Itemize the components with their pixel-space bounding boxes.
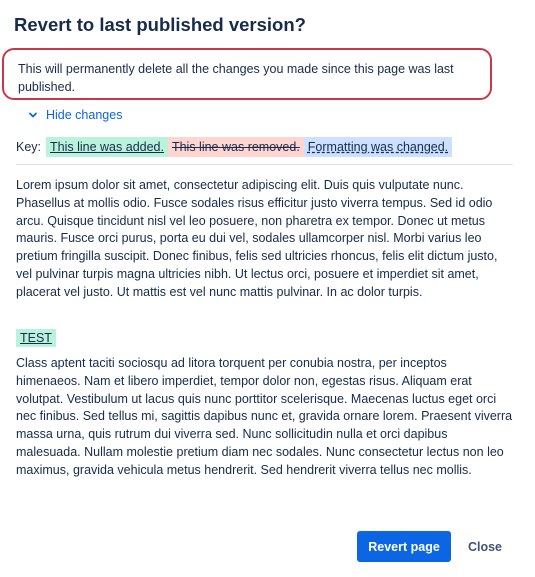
- content-paragraph-1: Lorem ipsum dolor sit amet, consectetur adipiscing elit. Duis quis vulputate nunc. Phasellus at mollis odio. Fusce sodales risus efficitur justo viverra tempus. Sed id odio arcu. Quisque tincidunt nisl vel leo posuere, non pharetra ex tempor. Donec ut metus mauris. Fusce orci purus, porta eu dui vel, sodales ullamcorper nisl. Morbi varius leo pretium fringilla suscipit. Donec finibus, felis sed ultricies rhoncus, felis elit dictum justo, vel pulvinar turpis magna ultricies nibh. Ut lectus orci, posuere et imperdiet sit amet, placerat vel justo. Ut mattis est vel nunc mattis pulvinar. In ac dolor turpis.: [16, 178, 498, 299]
- warning-message: This will permanently delete all the changes you made since this page was last published.: [2, 48, 492, 100]
- dialog-title: Revert to last published version?: [14, 14, 306, 35]
- key-label: Key:: [16, 140, 42, 154]
- chevron-down-icon: [28, 110, 38, 120]
- key-changed: Formatting was changed.: [304, 137, 452, 157]
- key-added: This line was added.: [46, 137, 168, 157]
- key-removed: This line was removed.: [168, 137, 304, 157]
- revert-page-button[interactable]: Revert page: [357, 531, 451, 562]
- content-paragraph-2: Class aptent taciti sociosqu ad litora torquent per conubia nostra, per inceptos himenaeos. Nam et libero imperdiet, tempor dolor non, egestas risus. Aliquam erat volutpat. Vestibulum ut lacus quis nunc porttitor scelerisque. Maecenas luctus eget orci nec finibus. Sed tellus mi, sagittis dapibus nunc et, gravida ornare lorem. Praesent viverra massa urna, quis rutrum dui viverra sed. Nunc sollicitudin nulla et orci dapibus malesuada. Nullam molestie pretium diam nec sodales. Nunc consectetur lectus non leo maximus, gravida vehicula metus hendrerit. Sed hendrerit viverra tellus nec mollis.: [16, 356, 513, 477]
- hide-changes-label: Hide changes: [46, 108, 123, 122]
- hide-changes-toggle[interactable]: [28, 108, 122, 122]
- added-line-text: TEST: [16, 329, 56, 347]
- diff-key: [16, 137, 452, 157]
- close-button[interactable]: Close: [460, 531, 510, 562]
- added-line: [16, 331, 56, 345]
- divider: [16, 164, 513, 165]
